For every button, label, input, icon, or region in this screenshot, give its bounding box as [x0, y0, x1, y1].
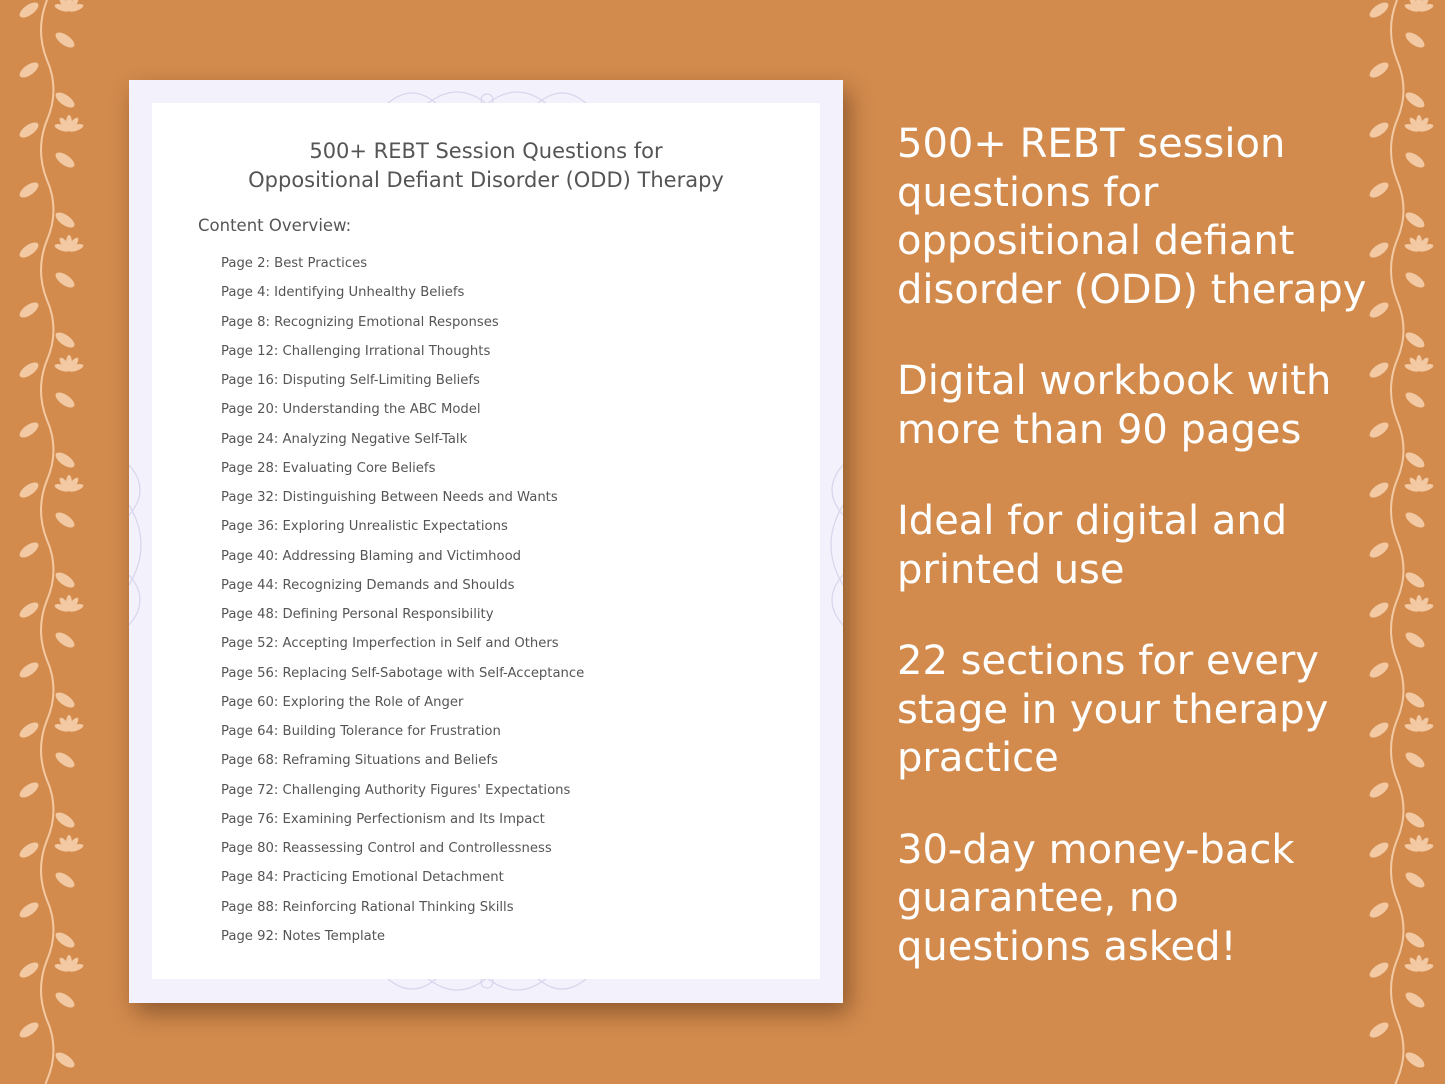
floral-vine-left-icon: [0, 0, 95, 1084]
toc-item: Page 2: Best Practices: [221, 256, 368, 271]
toc-item: Page 92: Notes Template: [221, 928, 385, 944]
mandala-top-icon: [382, 80, 592, 104]
toc-item: Page 8: Recognizing Emotional Responses: [221, 314, 499, 330]
feature-line: 22 sections for every: [897, 638, 1319, 684]
toc-item: Page 44: Recognizing Demands and Shoulds: [221, 577, 515, 593]
feature-line: 500+ REBT session: [897, 121, 1286, 167]
feature-item: [897, 120, 1367, 314]
toc-item: Page 84: Practicing Emotional Detachment: [221, 870, 504, 886]
feature-item: [897, 637, 1367, 783]
feature-line: questions asked!: [897, 923, 1237, 970]
feature-line: stage in your therapy: [897, 686, 1329, 733]
feature-line: 30-day money-back: [897, 826, 1295, 873]
feature-line: questions for: [897, 169, 1159, 216]
feature-line: Digital workbook with: [897, 358, 1332, 404]
toc-item: Page 60: Exploring the Role of Anger: [221, 694, 464, 710]
feature-line: practice: [897, 735, 1059, 781]
toc-item: Page 12: Challenging Irrational Thoughts: [221, 343, 491, 359]
table-of-contents: [221, 253, 584, 955]
document-page: [152, 103, 820, 979]
toc-item: Page 48: Defining Personal Responsibility: [221, 607, 494, 622]
feature-item: [897, 357, 1367, 454]
toc-item: Page 64: Building Tolerance for Frustration: [221, 724, 501, 739]
mandala-right-icon: [819, 460, 843, 630]
feature-line: Ideal for digital and: [897, 498, 1288, 544]
feature-line: oppositional defiant: [897, 218, 1295, 264]
document-preview: [129, 80, 843, 1003]
content-overview-heading: Content Overview:: [198, 216, 352, 235]
toc-item: Page 32: Distinguishing Between Needs and Wants: [221, 490, 558, 505]
mandala-left-icon: [129, 460, 153, 630]
toc-item: Page 20: Understanding the ABC Model: [221, 402, 481, 418]
toc-item: Page 28: Evaluating Core Beliefs: [221, 460, 436, 476]
feature-line: printed use: [897, 546, 1125, 593]
feature-line: more than 90 pages: [897, 406, 1302, 453]
toc-item: Page 76: Examining Perfectionism and Its Impact: [221, 811, 545, 827]
feature-item: [897, 826, 1367, 972]
feature-list: [897, 120, 1367, 1014]
feature-line: guarantee, no: [897, 875, 1179, 921]
toc-item: Page 4: Identifying Unhealthy Beliefs: [221, 285, 465, 301]
document-title-line2: Oppositional Defiant Disorder (ODD) Therapy: [248, 168, 724, 192]
mandala-bottom-icon: [382, 978, 592, 1002]
toc-item: Page 16: Disputing Self-Limiting Beliefs: [221, 373, 480, 388]
toc-item: Page 80: Reassessing Control and Controllessness: [221, 841, 552, 856]
feature-item: [897, 497, 1367, 594]
toc-item: Page 56: Replacing Self-Sabotage with Self-Acceptance: [221, 665, 585, 681]
toc-item: Page 52: Accepting Imperfection in Self and Others: [221, 636, 559, 652]
toc-item: Page 72: Challenging Authority Figures' Expectations: [221, 782, 571, 798]
document-title-line1: 500+ REBT Session Questions for: [309, 139, 663, 163]
feature-line: disorder (ODD) therapy: [897, 266, 1367, 313]
toc-item: Page 40: Addressing Blaming and Victimhood: [221, 548, 522, 564]
toc-item: Page 68: Reframing Situations and Beliefs: [221, 753, 498, 769]
toc-item: Page 88: Reinforcing Rational Thinking Skills: [221, 899, 514, 915]
toc-item: Page 36: Exploring Unrealistic Expectations: [221, 519, 508, 535]
toc-item: Page 24: Analyzing Negative Self-Talk: [221, 431, 468, 447]
